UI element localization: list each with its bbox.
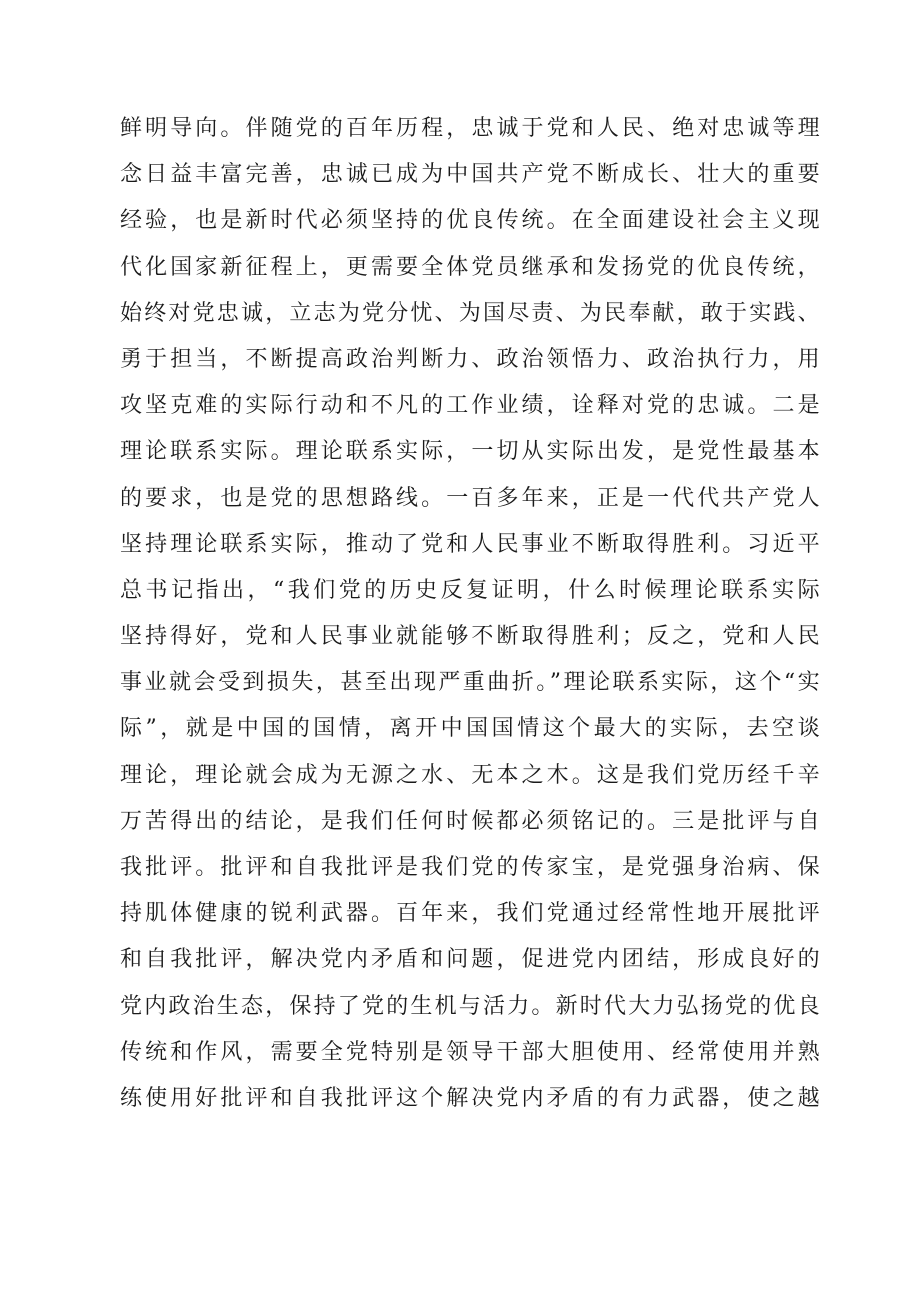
text-line: 我批评。批评和自我批评是我们党的传家宝，是党强身治病、保: [120, 855, 820, 880]
text-line: 攻坚克难的实际行动和不凡的工作业绩，诠释对党的忠诚。二是: [120, 393, 820, 419]
text-line: 际”，就是中国的国情，离开中国国情这个最大的实际，去空谈: [120, 716, 820, 742]
text-line: 念日益丰富完善，忠诚已成为中国共产党不断成长、壮大的重要: [120, 162, 820, 188]
text-line: 勇于担当，不断提高政治判断力、政治领悟力、政治执行力，用: [120, 346, 820, 372]
text-line: 练使用好批评和自我批评这个解决党内矛盾的有力武器，使之越: [120, 1085, 820, 1111]
text-line: 和自我批评，解决党内矛盾和问题，促进党内团结，形成良好的: [120, 947, 820, 973]
text-line: 理论，理论就会成为无源之水、无本之木。这是我们党历经千辛: [120, 762, 820, 788]
text-line: 鲜明导向。伴随党的百年历程，忠诚于党和人民、绝对忠诚等理: [120, 116, 820, 141]
text-line: 坚持得好，党和人民事业就能够不断取得胜利；反之，党和人民: [120, 624, 820, 650]
text-line: 的要求，也是党的思想路线。一百多年来，正是一代代共产党人: [120, 485, 820, 511]
text-line: 坚持理论联系实际，推动了党和人民事业不断取得胜利。习近平: [120, 531, 820, 557]
text-line: 传统和作风，需要全党特别是领导干部大胆使用、经常使用并熟: [120, 1039, 820, 1065]
text-line: 经验，也是新时代必须坚持的优良传统。在全面建设社会主义现: [120, 208, 820, 234]
text-line: 理论联系实际。理论联系实际，一切从实际出发，是党性最基本: [120, 439, 820, 465]
text-line: 代化国家新征程上，更需要全体党员继承和发扬党的优良传统，: [120, 254, 820, 280]
text-line: 总书记指出，“我们党的历史反复证明，什么时候理论联系实际: [120, 577, 820, 603]
text-line: 万苦得出的结论，是我们任何时候都必须铭记的。三是批评与自: [120, 808, 820, 834]
body-paragraph: [120, 106, 820, 1122]
text-line: 事业就会受到损失，甚至出现严重曲折。”理论联系实际，这个“实: [120, 670, 820, 696]
text-line: 始终对党忠诚，立志为党分忧、为国尽责、为民奉献，敢于实践、: [120, 300, 820, 326]
text-line: 持肌体健康的锐利武器。百年来，我们党通过经常性地开展批评: [120, 901, 820, 927]
text-line: 党内政治生态，保持了党的生机与活力。新时代大力弘扬党的优良: [120, 993, 820, 1019]
